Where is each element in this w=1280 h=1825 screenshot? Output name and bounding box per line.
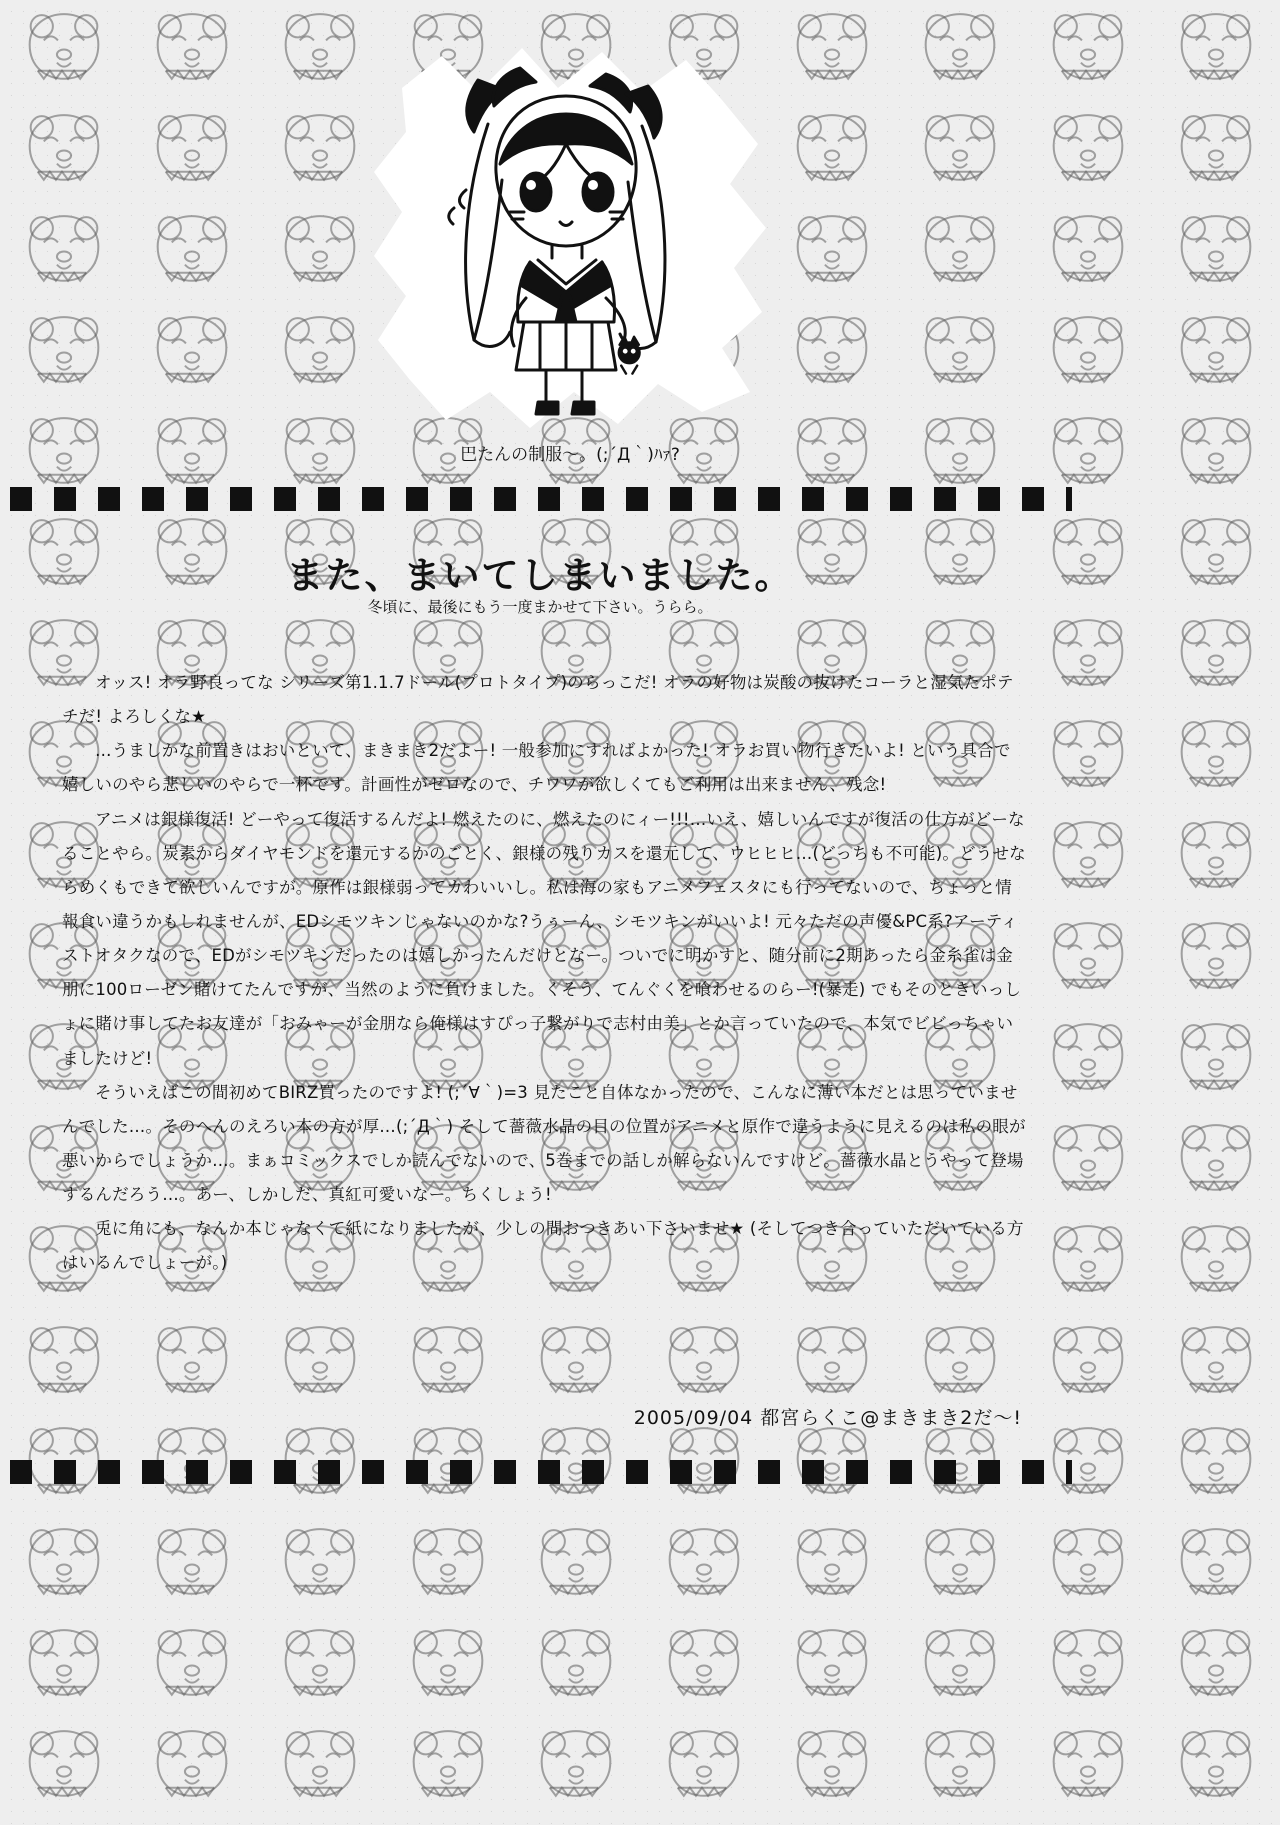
body-paragraph: オッス! オラ野良ってな シリーズ第1.1.7ドール(プロトタイプ)のらっこだ! オラの好物は炭酸の抜けたコーラと湿気たポテチだ! よろしくな★: [62, 673, 1014, 727]
signature-line: 2005/09/04 都宮らくこ@まきまき2だ～!: [633, 1407, 1022, 1429]
checkered-rule-bottom: [10, 1460, 1072, 1484]
illustration-caption: 巴たんの制服～。(;´Д｀)ﾊｧ?: [460, 445, 680, 465]
page-title: また、まいてしまいました。: [286, 554, 794, 597]
page-subtitle: 冬頃に、最後にもう一度まかせて下さい。うらら。: [367, 598, 713, 616]
checkered-rule-top: [10, 487, 1072, 511]
character-illustration: [370, 40, 770, 440]
afterword-body: [62, 666, 1027, 1281]
body-paragraph: そういえばこの間初めてBIRZ買ったのですよ! (;´∀｀)=3 見たこと自体なかったので、こんなに薄い本だとは思っていませんでした…。そのへんのえろい本の方が厚…(;´Д｀) そして薔薇水晶の目の位置がアニメと原作で違うように見えるのは私の眼が悪いからでしょうか…。まぁコミックスでしか読んでないので、5巻までの話しか解らないんですけど。薔薇水晶とうやって登場するんだろう…。あー、しかしだ、真紅可愛いなー。ちくしょう!: [62, 1082, 1026, 1205]
chibi-character-drawing: [370, 40, 770, 440]
body-paragraph: アニメは銀様復活! どーやって復活するんだよ! 燃えたのに、燃えたのにィー!!!…いえ、嬉しいんですが復活の仕方がどーなることやら。炭素からダイヤモンドを還元するかのごとく、銀様の残りカスを還元して、ウヒヒヒ…(どっちも不可能)。どうせならめくもできて欲しいんですが。原作は銀様弱ってカわいいし。私は海の家もアニメフェスタにも行ってないので、ちょっと情報食い違うかもしれませんが、EDシモツキンじゃないのかな?うぅーん、シモツキンがいいよ! 元々ただの声優&PC系?アーティストオタクなので、EDがシモツキンだったのは嬉しかったんだけとなー。ついでに明かすと、随分前に2期あったら金糸雀は金朋に100ローゼン賭けてたんですが、当然のように負けました。くそう、てんぐくを喰わせるのらー!(暴走) でもそのときいっしょに賭け事してたお友達が「おみゃーが金朋なら俺様はすぴっ子繋がりで志村由美」とか言っていたので、本気でビビっちゃいましたけど!: [62, 809, 1026, 1068]
body-paragraph: 兎に角にも、なんか本じゃなくて紙になりましたが、少しの間おつきあい下さいませ★ (そしてつき合っていただいている方はいるんでしょーが。): [62, 1219, 1024, 1273]
body-paragraph: …うましかな前置きはおいといて、まきまき2だよー! 一般参加にすればよかった! オラお買い物行きたいよ! という具合で嬉しいのやら悲しいのやらで一杯です。計画性がゼロなので、チワワが欲しくてもご利用は出来ません、残念!: [62, 741, 1011, 795]
